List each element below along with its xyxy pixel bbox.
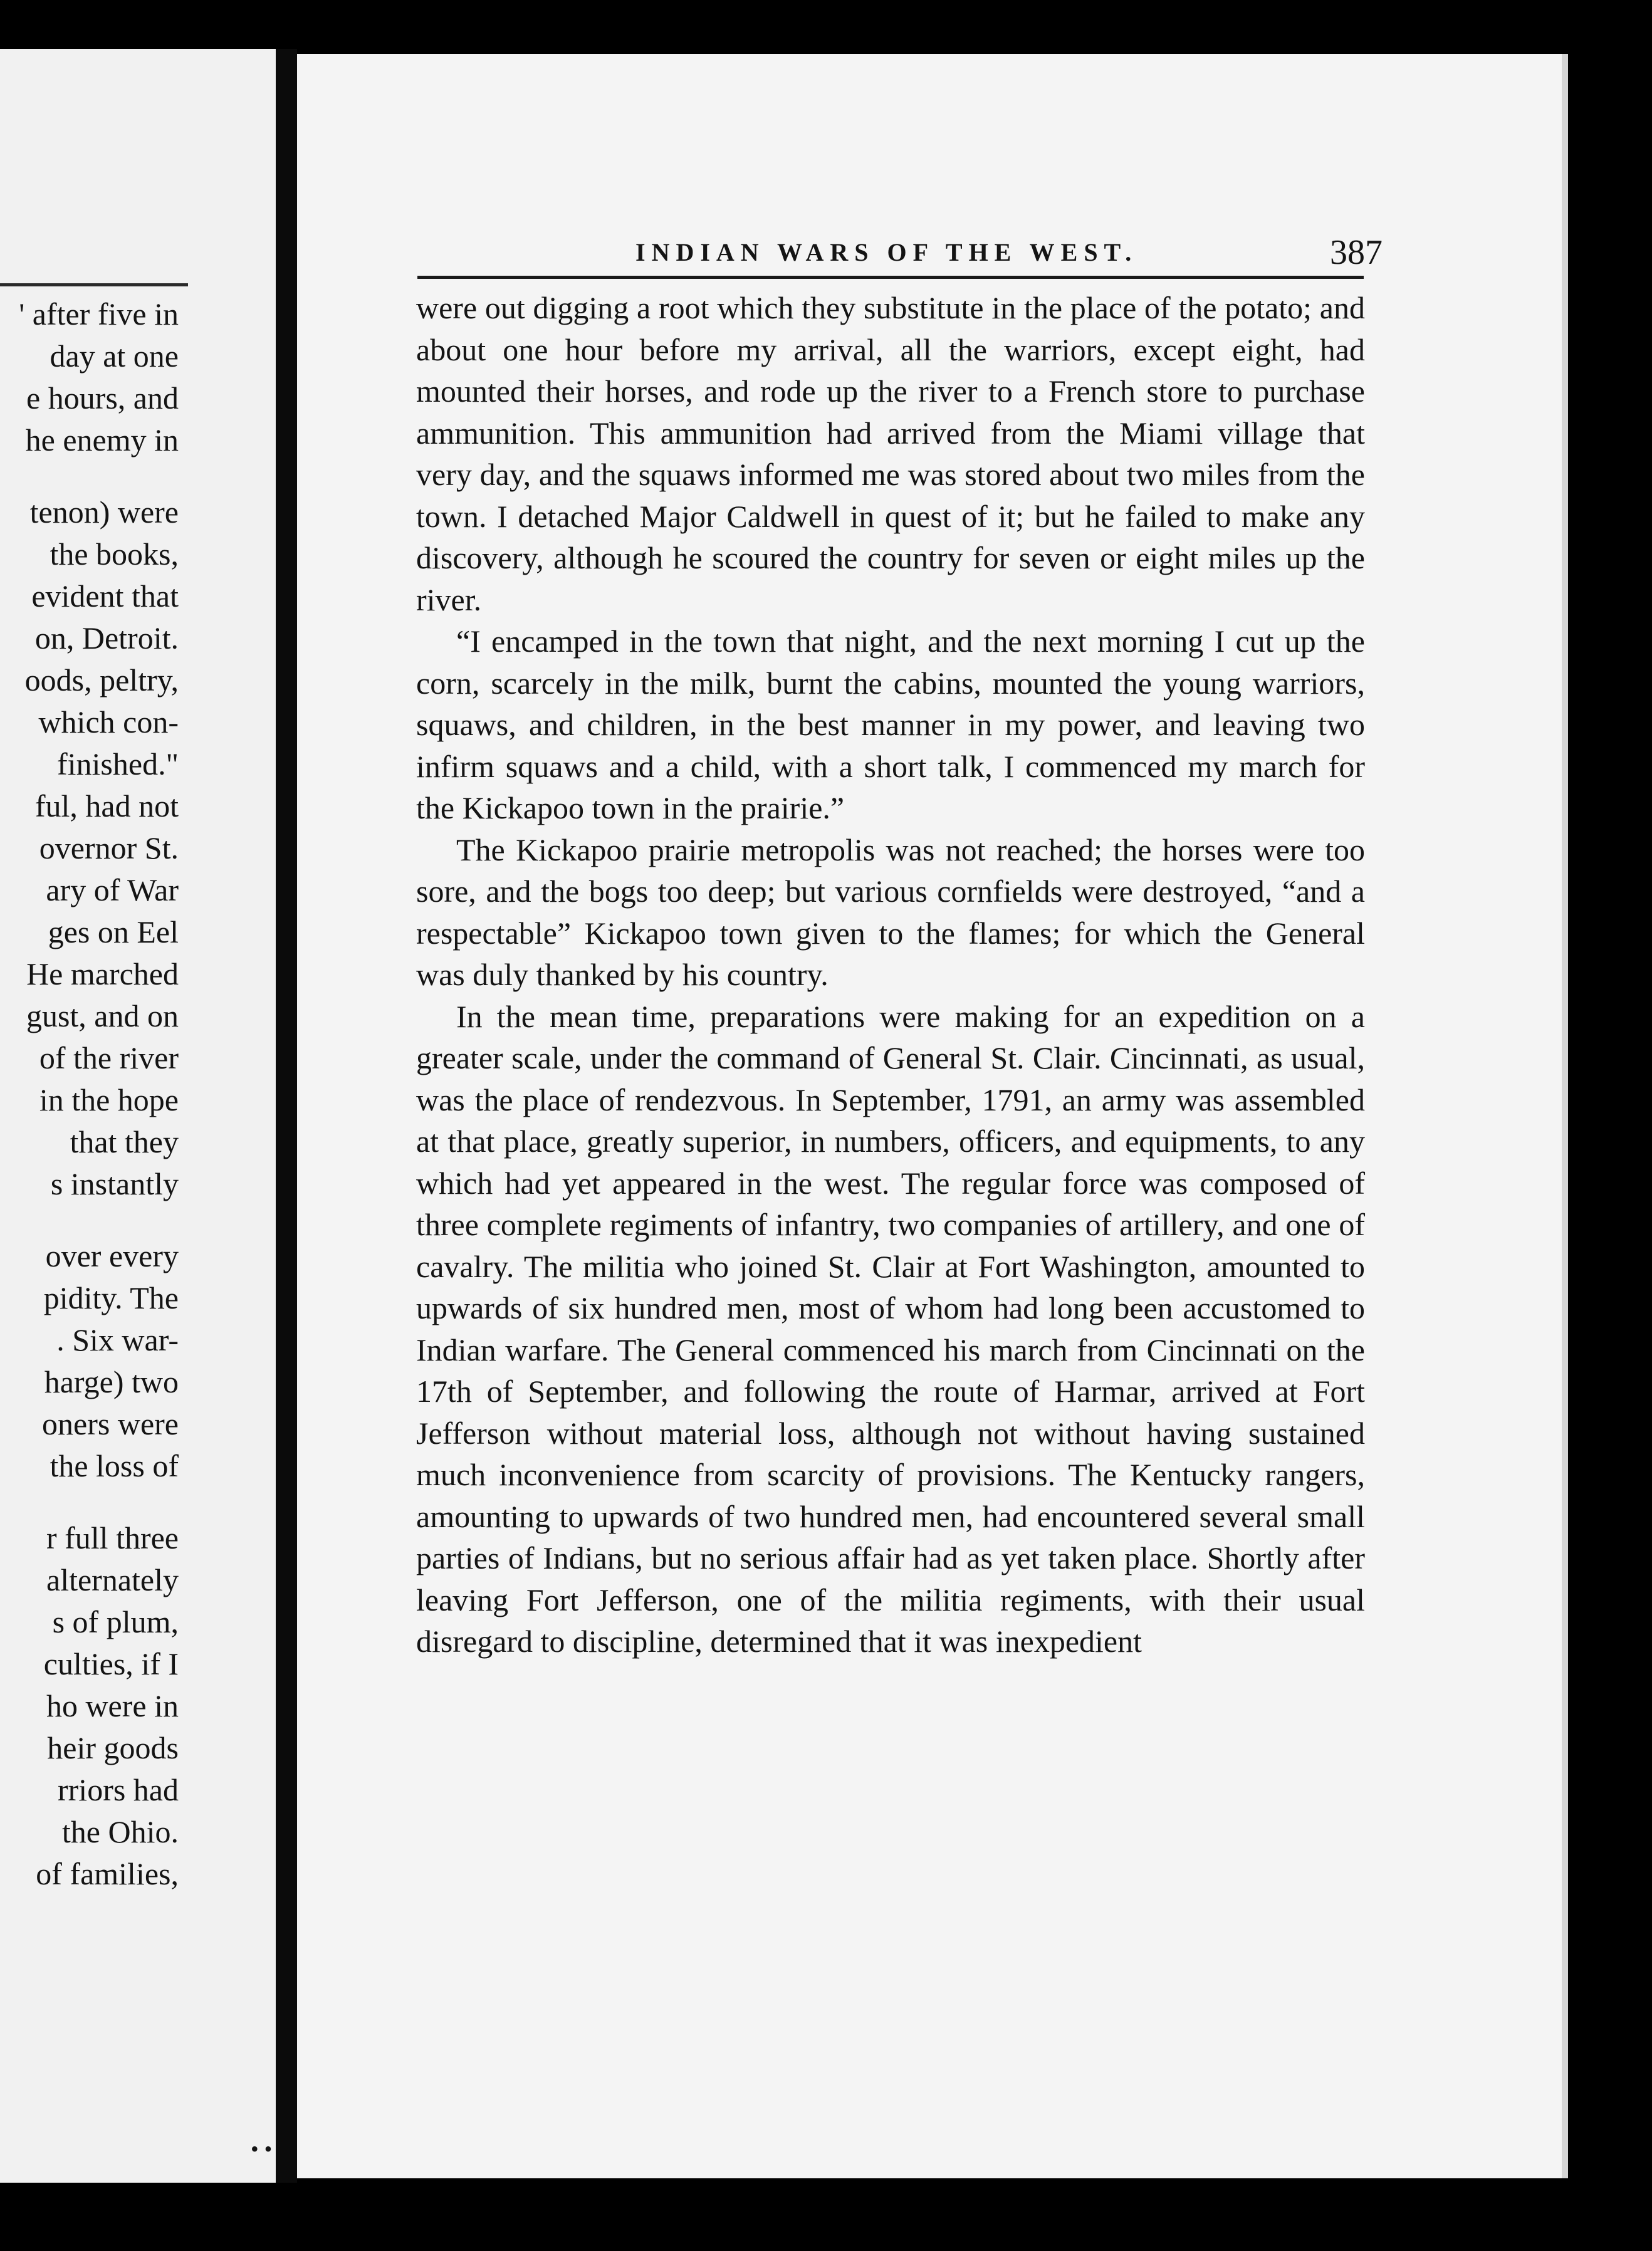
previous-page-line: He marched xyxy=(26,956,179,991)
previous-page-line: ful, had not xyxy=(34,788,179,823)
previous-page-line: ' after five in xyxy=(19,296,179,332)
previous-page-line: day at one xyxy=(50,338,179,373)
paragraph: were out digging a root which they substitute in the place of the potato; and about one hour before my arrival, all the warriors, except eight, had mounted their horses, and rode up the river to a French store to purchase ammunition. This ammunition had arrived from the Miami village that very day, and the squaws informed me was stored about two miles from the town. I detached Major Caldwell in quest of it; but he failed to make any discovery, although he scoured the country for seven or eight miles up the river. xyxy=(416,290,1365,617)
previous-page-line: culties, if I xyxy=(43,1646,179,1681)
running-head xyxy=(297,231,1562,274)
previous-page-line: evident that xyxy=(31,578,179,614)
previous-page-line: over every xyxy=(45,1238,179,1273)
previous-page-rule xyxy=(0,283,188,286)
previous-page-line: . Six war- xyxy=(56,1322,179,1357)
header-rule xyxy=(417,276,1364,279)
paragraph: In the mean time, preparations were making for an expedition on a greater scale, under the command of General St. Clair. Cincinnati, as usual, was the place of rendezvous. In September, 1791, an army was assembled at that place, greatly superior, in numbers, officers, and equipments, to any which had yet appeared in the west. The regular force was composed of three complete regiments of infantry, two companies of artillery, and one of cavalry. The militia who joined St. Clair at Fort Washington, amounted to upwards of six hundred men, most of whom had long been accustomed to Indian warfare. The General commenced his march from Cincinnati on the 17th of September, and following the route of Harmar, arrived at Fort Jefferson without material loss, although not without having sustained much inconvenience from scarcity of provisions. The Kentucky rangers, amounting to upwards of two hundred men, had encountered several small parties of Indians, but no serious affair had as yet taken place. Shortly after leaving Fort Jefferson, one of the militia regiments, with their usual disregard to discipline, determined that it was inexpedient xyxy=(416,998,1365,1659)
previous-page-line: s instantly xyxy=(50,1166,179,1201)
previous-page-line: which con- xyxy=(38,704,179,739)
book-page xyxy=(297,54,1568,2178)
previous-page-line: oods, peltry, xyxy=(24,662,179,697)
previous-page-marks: • • xyxy=(251,2136,273,2161)
previous-page-line: that they xyxy=(70,1124,179,1159)
page-body xyxy=(416,287,1365,1663)
previous-page-line: e hours, and xyxy=(26,380,179,415)
page-number: 387 xyxy=(1330,233,1383,272)
paragraph: The Kickapoo prairie metropolis was not reached; the horses were too sore, and the bogs too deep; but various cornfields were destroyed, “and a respectable” Kickapoo town given to the flames; for which the General was duly thanked by his country. xyxy=(416,832,1365,992)
previous-page-line: he enemy in xyxy=(25,422,179,457)
previous-page-line: pidity. The xyxy=(43,1280,179,1315)
previous-page-line: the books, xyxy=(50,536,179,572)
previous-page-line: finished." xyxy=(57,746,179,781)
previous-page-line: in the hope xyxy=(39,1082,179,1117)
previous-page-line: tenon) were xyxy=(29,494,179,530)
previous-page-line: alternately xyxy=(46,1562,179,1597)
previous-page-line xyxy=(0,461,179,491)
previous-page-line: ary of War xyxy=(46,872,179,907)
previous-page-line: harge) two xyxy=(44,1364,179,1399)
book-gutter xyxy=(276,49,297,2183)
previous-page-line: of the river xyxy=(39,1040,179,1075)
previous-page-line: on, Detroit. xyxy=(34,620,179,655)
previous-page-fragment xyxy=(0,49,276,2183)
paragraph: “I encamped in the town that night, and the next morning I cut up the corn, scarcely in the milk, burnt the cabins, mounted the young warriors, squaws, and children, in the best manner in my power, and leaving two infirm squaws and a child, with a short talk, I commenced my march for the Kickapoo town in the prairie.” xyxy=(416,624,1365,825)
previous-page-line: ges on Eel xyxy=(48,914,179,949)
previous-page-line xyxy=(0,1487,179,1517)
previous-page-line: oners were xyxy=(42,1406,179,1441)
previous-page-line: rriors had xyxy=(58,1772,179,1807)
previous-page-line: gust, and on xyxy=(26,998,179,1033)
previous-page-line: s of plum, xyxy=(52,1604,179,1639)
previous-page-line: r full three xyxy=(46,1520,179,1555)
previous-page-line: the Ohio. xyxy=(61,1814,179,1849)
previous-page-line: of families, xyxy=(36,1856,179,1891)
previous-page-line: the loss of xyxy=(50,1448,179,1483)
running-title: INDIAN WARS OF THE WEST. xyxy=(635,238,1138,266)
previous-page-text xyxy=(0,293,179,1895)
previous-page-line: ho were in xyxy=(46,1688,179,1723)
previous-page-line xyxy=(0,1205,179,1235)
previous-page-line: heir goods xyxy=(47,1730,179,1765)
previous-page-line: overnor St. xyxy=(39,830,179,865)
